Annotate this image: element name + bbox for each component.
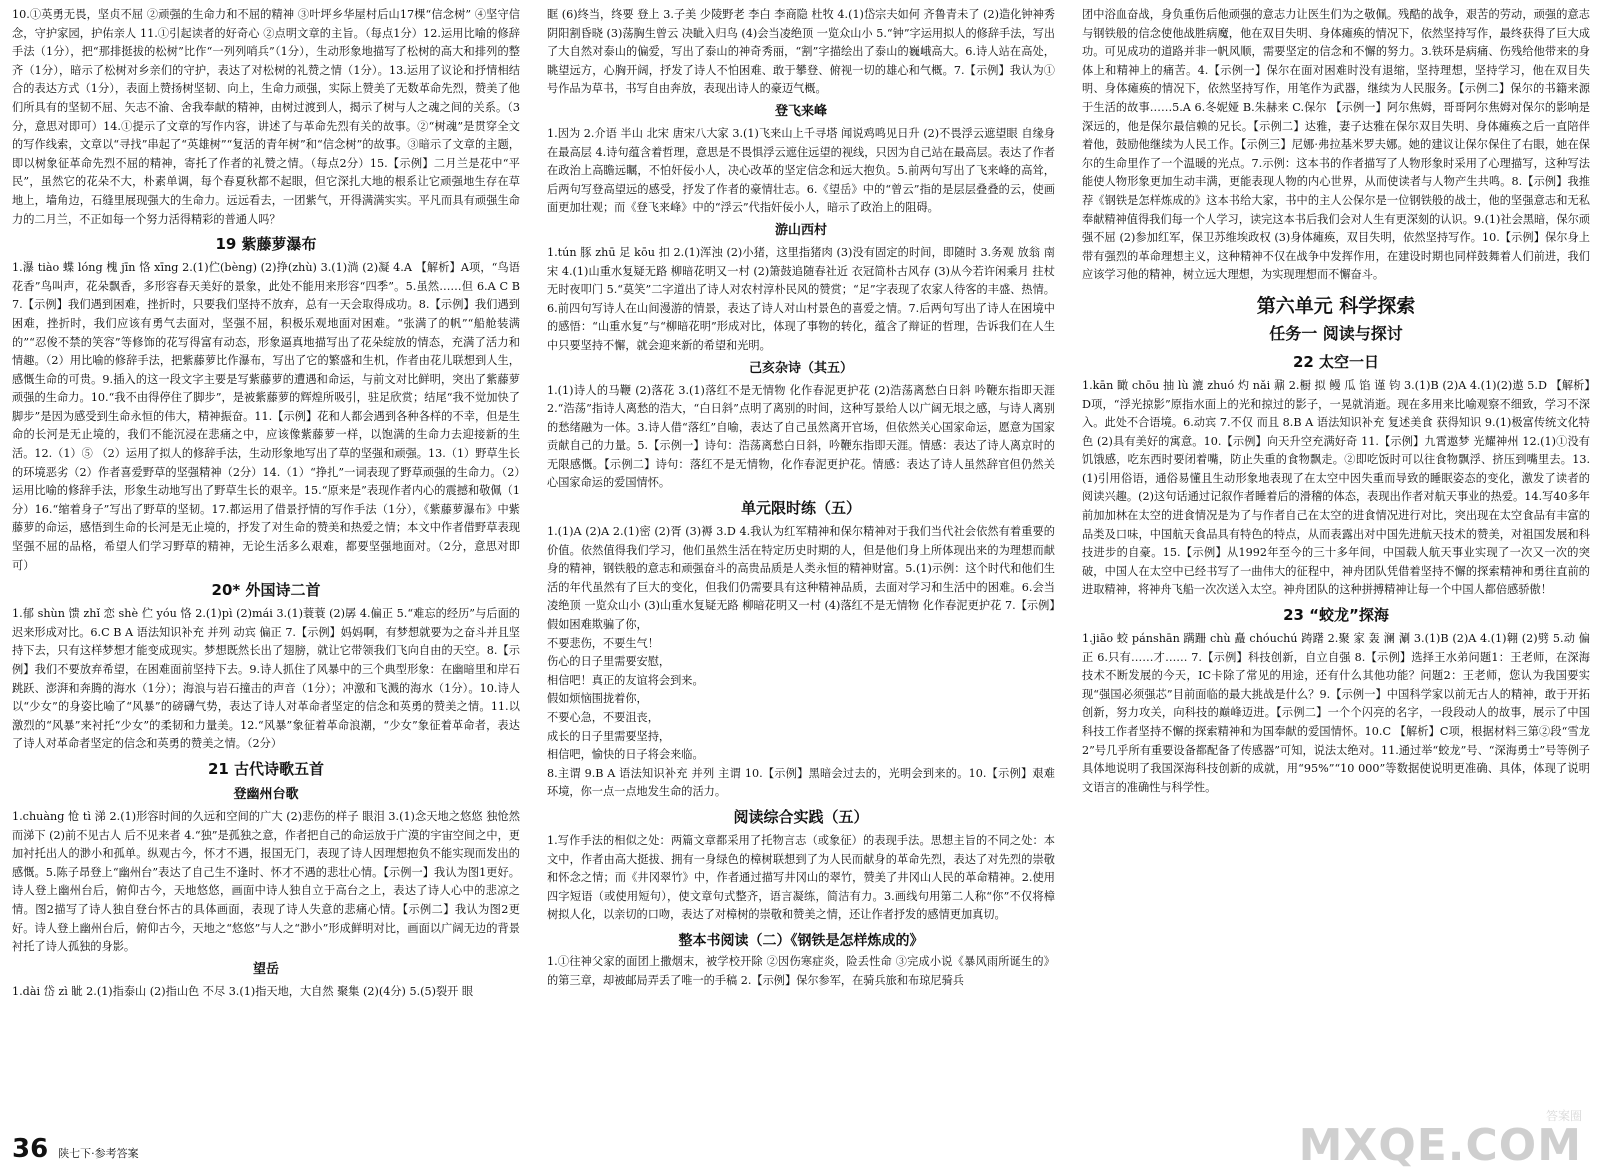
book-reading-heading: 整本书阅读（二）《钢铁是怎样炼成的》 xyxy=(678,932,924,949)
answer-text: 1.因为 2.介语 半山 北宋 唐宋八大家 3.(1)飞来山上千寻塔 闻说鸡鸣见日升 (2)不畏浮云遮望眼 自缘身在最高层 4.诗句蕴含着哲理，意思是不畏惧浮云遮住远望的视线，只因为自己站在最高层。表达了作者在政治上高瞻远瞩，不怕奸佞小人，决心改革的坚定信念和远大抱负。5.前两句写出了飞来峰的高耸，后两句写登高望远的感受，抒发了作者的豪情壮志。6.《望岳》中的“曾云”指的是层层叠叠的云，使画面更加壮观；而《登飞来峰》中的“浮云”代指奸佞小人，暗示了政治上的阻碍。 xyxy=(547,126,1055,215)
answer-text: 1.(1)A (2)A 2.(1)密 (2)胥 (3)褥 3.D 4.我认为红军精神和保尔精神对于我们当代社会依然有着重要的价值。依然值得我们学习，他们虽然生活在特定历史时期的人，但是他们身上所体现出来的为理想而献身的精神，钢铁般的意志和顽强奋斗的高贵品质是人类永恒的精神财富。5.(1)示例：这个时代和他们生活的年代虽然有了巨大的变化，但我们仍需要具有这种精神品质，去面对学习和生活中的困难。6.会当凌绝顶 一览众山小 (3)山重水复疑无路 柳暗花明又一村 (4)落红不是无情物 化作春泥更护花 7.【示例】假如困难欺骗了你， xyxy=(547,525,1055,632)
poem-line: 伤心的日子里需要安慰， xyxy=(547,655,671,669)
task-heading: 任务一 阅读与探讨 xyxy=(1269,323,1403,343)
answer-text: 1.郁 shùn 馈 zhǐ 恋 shè 伫 yóu 恪 2.(1)pì (2)mái 3.(1)蓑蓑 (2)孱 4.偏正 5.“难忘的经历”与后面的迟来形成对比。6.C B A 语法知识补充 并列 动宾 偏正 7.【示例】妈妈啊，有梦想就要为之奋斗并且坚持下去，只有这样梦想才能变成现实。梦想既然长出了翅膀，就让它带领我们飞向自由的天空。8.【示例】我们不要放弃希望，在困难面前坚持下去。9.诗人抓住了风暴中的三个典型形象：在幽暗里和岸石跳跃、澎湃和奔腾的海水（1分）；海浪与岩石撞击的声音（1分）；冲激和飞溅的海水（1分）。10.诗人以“少女”的身姿比喻了“风暴”的磅礴气势，表达了诗人对革命者坚定的信念和英勇的赞美之情。11.以激烈的“风暴”来衬托“少女”的柔韧和力量美。12.“风暴”象征着革命浪潮，“少女”象征着革命者，表达了诗人对革命者坚定的信念和英勇的赞美之情。（2分） xyxy=(12,607,520,751)
answer-text: 1.chuàng 怆 tì 涕 2.(1)形容时间的久远和空间的广大 (2)悲伤的样子 眼泪 3.(1)念天地之悠悠 独怆然而涕下 (2)前不见古人 后不见来者 4.“独”是孤独之意，作者把自己的命运放于广漠的宇宙空间之中，更加衬托出人的渺小和孤单。纵观古今，怀才不遇，报国无门，表现了诗人因理想抱负不能实现而发出的感慨。5.陈子昂登上“幽州台”表达了自己生不逢时、怀才不遇的悲壮心情。【示例一】我认为图1更好。诗人登上幽州台后，俯仰古今，天地悠悠，画面中诗人独自立于高台之上，表达了诗人心中的悲凉之情。图2描写了诗人独自登台怀古的具体画面，表现了诗人失意的悲痛心情。【示例二】我认为图2更好。诗人登上幽州台后，俯仰古今，天地之“悠悠”与人之“渺小”形成鲜明对比，画面以广阔无边的背景衬托了诗人孤独的身影。 xyxy=(12,809,520,954)
poem-heading: 登飞来峰 xyxy=(774,103,827,119)
poem-line: 不要心急，不要沮丧， xyxy=(547,711,659,724)
poem-heading: 游山西村 xyxy=(774,222,827,238)
section-heading: 单元限时练（五） xyxy=(740,499,861,518)
answer-text: 眶 (6)终当，终要 登上 3.子美 少陵野老 李白 李商隐 杜牧 4.(1)岱宗夫如何 齐鲁青未了 (2)造化钟神秀 阴阳割昏晓 (3)荡胸生曾云 决眦入归鸟 (4)会当凌绝顶 一览众山小 5.“钟”字运用拟人的修辞手法，写出了大自然对泰山的偏爱，写出了泰山的神奇秀丽，“割”字描绘出了泰山的巍峨高大。6.诗人站在高处，眺望远方，心胸开阔，抒发了诗人不怕困难、敢于攀登、俯视一切的雄心和气概。7.【示例】我认为①号作品为草书，书写自由奔放，表现出诗人的豪迈气概。 xyxy=(547,8,1055,96)
page-footer xyxy=(12,1134,139,1164)
section-heading: 22 太空一日 xyxy=(1292,352,1380,371)
answer-text: 1.(1)诗人的马鞭 (2)落花 3.(1)落红不是无情物 化作春泥更护花 (2)浩荡离愁白日斜 吟鞭东指即天涯 2.“浩荡”指诗人离愁的浩大，“白日斜”点明了离别的时间，这种写景给人以广阔无垠之感，与诗人离别的愁绪融为一体。3.诗人借“落红”自喻，表达了自己虽然离开官场，但依然关心国家命运，愿意为国家贡献自己的力量。5.【示例一】诗句：浩荡离愁白日斜，吟鞭东指即天涯。情感：表达了诗人离京时的无限感慨。【示例二】诗句：落红不是无情物，化作春泥更护花。情感：表达了诗人虽然辞官但仍然关心国家命运的爱国情怀。 xyxy=(547,383,1055,490)
column-left xyxy=(12,6,520,1136)
watermark-logo: MXQE.COM xyxy=(1298,1120,1582,1171)
section-heading: 21 古代诗歌五首 xyxy=(207,759,325,778)
poem-heading: 登幽州台歌 xyxy=(233,786,299,802)
section-heading: 23 “蛟龙”探海 xyxy=(1283,606,1389,625)
answer-text: 1.写作手法的相似之处：两篇文章都采用了托物言志（或象征）的表现手法。思想主旨的不同之处：本文中，作者由高大挺拔、拥有一身绿色的樟树联想到了为人民而献身的革命先烈，表达了对先烈的崇敬和怀念之情；而《井冈翠竹》中，作者通过描写井冈山的翠竹，赞美了井冈山人民的革命精神。2.使用四字短语（或使用短句），使文章句式整齐，语言凝练，简洁有力。3.画线句用第二人称“你”不仅将樟树拟人化，以亲切的口吻，表达了对樟树的崇敬和赞美之情，还让作者抒发的感情更加真切。 xyxy=(547,833,1055,922)
answer-text: 10.①英勇无畏，坚贞不屈 ②顽强的生命力和不屈的精神 ③叶坪乡华屋村后山17棵“信念树” ④坚守信念，守护家园，护佑亲人 11.①引起读者的好奇心 ②点明文章的主旨。（每点1分）12.运用比喻的修辞手法（1分），把“那排挺拔的松树”比作“一列列哨兵”（1分），生动形象地描写了松树的高大和排列的整齐（1分），暗示了松树对乡亲们的守护，表达了对松树的礼赞之情（1分）。13.运用了议论和抒情相结合的表达方式（1分），表面上赞扬树坚韧、向上，生命力顽强，实际上赞美了无数革命先烈，赞美了他们所具有的坚韧不屈、矢志不渝、舍我奉献的精神，由树过渡到人，揭示了树与人之魂之间的关系。（3分，意思对即可）14.①提示了文章的写作内容，讲述了与革命先烈有关的故事。②“树魂”是贯穿全文的写作线索，文章以“寻找”串起了“英雄树”“复活的青年树”和“信念树”的故事。③暗示了文章的主题，即以树象征革命先烈不屈的精神，寄托了作者的礼赞之情。（每点2分）15.【示例】二月兰是花中“平民”，虽然它的花朵不大，朴素单调，每个春夏秋都不起眼，但它深扎大地的根系让它顽强地生存在草地上，墙角边，石缝里展现强大的生命力。远远看去，一团紫气，开得满满实实。平凡而具有顽强生命力的二月兰，不正如每一个努力活得精彩的普通人吗？ xyxy=(12,8,520,226)
watermark xyxy=(1298,1107,1582,1171)
answer-text: 1.kān 瞰 chōu 抽 lù 漉 zhuó 灼 nǎi 鼐 2.橱 拟 鳗 瓜 馅 谨 钧 3.(1)B (2)A 4.(1)(2)遨 5.D 【解析】D项，“浮光掠影”原指水面上的光和掠过的影子，一晃就消逝。现在多用来比喻观察不细致，学习不深入。此处不合语境。6.动宾 7.不仅 而且 8.B A 语法知识补充 复述美食 获得知识 9.(1)极富传统文化特色 (2)具有美好的寓意。10.【示例】向天升空充满好奇 11.【示例】九霄遨梦 光耀神州 12.(1)①没有饥饿感，吃东西时要闭着嘴，防止失重的食物飘走。②即吃饭时可以往食物飘浮、挤压到嘴里去。13.(1)引用俗语，通俗易懂且生动形象地表现了在太空中因失重而导致的睡眠姿态的变化，激发了读者的阅读兴趣。(2)这句话通过记叙作者睡着后的滑稽的体态，表现出作者对航天事业的热爱。14.写40多年前加加林在太空的进食情况是为了与作者自己在太空的进食情况进行对比，突出现在太空食品有丰富的品类及口味，中国航天食品具有特色的特点，从而表露出对中国先进航天技术的赞美，对祖国发展和科技进步的自豪。15.【示例】从1992年至今的三十多年间，中国载人航天事业实现了一次又一次的突破，中国人在太空中已经书写了一曲伟大的征程中，神舟团队凭借着坚持不懈的探索精神和勇往直前的进取精神，将神舟飞船一次次送入太空。神舟团队的这种拼搏精神让每一个中国人都倍感骄傲！ xyxy=(1082,378,1590,597)
watermark-caption: 答案圈 xyxy=(1545,1109,1582,1123)
footer-tag: 陕七下·参考答案 xyxy=(58,1147,139,1160)
answer-text: 1.dài 岱 zì 眦 2.(1)指泰山 (2)指山色 不尽 3.(1)指天地，大自然 聚集 (2)(4分) 5.(5)裂开 眼 xyxy=(12,984,474,998)
unit-heading: 第六单元 科学探索 xyxy=(1256,294,1416,317)
column-middle xyxy=(547,6,1055,1136)
answer-text: 8.主谓 9.B A 语法知识补充 并列 主谓 10.【示例】黑暗会过去的，光明会到来的。10.【示例】艰难环境，你一点一点地发生命的活力。 xyxy=(547,766,1055,799)
poem-heading: 望岳 xyxy=(252,961,279,977)
poem-line: 成长的日子里需要坚持， xyxy=(547,729,671,743)
section-heading: 阅读综合实践（五） xyxy=(733,807,869,826)
poem-line: 不要悲伤，不要生气！ xyxy=(547,636,659,650)
answer-text: 1.瀑 tiào 蝶 lóng 槐 jīn 恪 xīng 2.(1)伫(bèng) (2)挣(zhù) 3.(1)淌 (2)凝 4.A 【解析】A项，“鸟语花香”鸟叫声，花朵飘香，多形容春天美好的景象，此处不能用来形容“四季”。5.虽然……但 6.A C B 7.【示例】我们遇到困难，挫折时，只要我们坚持不放弃，总有一天会取得成功。8.【示例】我们遇到困难，挫折时，我们应该有勇气去面对，坚强不屈，积极乐观地面对困难。“张满了的帆”“船舱装满的”“忍俊不禁的笑容”等修饰的花写得富有动态，形象逼真地描写出了花朵绽放的情态，充满了活力和情趣。（2）用比喻的修辞手法，把紫藤萝比作瀑布，写出了它的繁盛和生机，作者由花儿联想到人生，感慨生命的可贵。9.插入的这一段文字主要是写紫藤萝的遭遇和命运，与前文对比鲜明，突出了紫藤萝顽强的生命力。10.“我不由得停住了脚步”，是被紫藤萝的辉煌所吸引，驻足欣赏；结尾“我不觉加快了脚步”是因为感受到生命永恒的伟大，精神振奋。11.【示例】花和人都会遇到各种各样的不幸，但是生命的长河是无止境的，我们不能沉浸在悲痛之中，应该像紫藤萝一样，以饱满的生命力去迎接新的生活。12.（1）⑤ （2）运用了拟人的修辞手法，生动形象地写出了草的坚强和顽强。13.（1）野草生长的环境恶劣（2）作者喜爱野草的坚强精神（2分）14.（1）“挣扎”一词表现了野草顽强的生命力。（2）运用比喻的修辞手法，形象生动地写出了野草生长的艰辛。15.“原来是”表现作者内心的震撼和敬佩（1分）16.“缩着身子”写出了野草的坚韧。17.都运用了借景抒情的写作手法（1分），《紫藤萝瀑布》中紫藤萝的命运，感悟到生命的长河是无止境的，抒发了对生命的赞美和热爱之情；本文中作者借野草表现坚强不屈的品格，希望人们学习野草的精神，无论生活多么艰难，都要坚强地面对。（2分，意思对即可） xyxy=(12,261,520,572)
section-heading: 19 紫藤萝瀑布 xyxy=(215,235,317,254)
answer-text: 1.tún 豚 zhū 足 kōu 扣 2.(1)浑浊 (2)小猪，这里指猪肉 (3)没有固定的时间，即随时 3.务观 放翁 南宋 4.(1)山重水复疑无路 柳暗花明又一村 (2)箫鼓追随春社近 衣冠简朴古风存 (3)从今若许闲乘月 拄杖无时夜叩门 5.“莫笑”二字道出了诗人对农村淳朴民风的赞赏；“足”字表现了农家人待客的丰盛、热情。6.前四句写诗人在山间漫游的情景，表达了诗人对山村景色的喜爱之情。7.后两句写出了诗人在困境中的感悟：“山重水复”与“柳暗花明”形成对比，体现了事物的转化，蕴含了辩证的哲理，告诉我们在人生中只要坚持不懈，就会迎来新的希望和光明。 xyxy=(547,245,1055,352)
section-heading: 20* 外国诗二首 xyxy=(211,581,321,600)
answer-text: 团中浴血奋战，身负重伤后他顽强的意志力让医生们为之敬佩。残酷的战争，艰苦的劳动，顽强的意志与钢铁般的信念使他战胜病魔，他在双目失明、身体瘫痪的情况下，依然坚持写作，最终获得了巨大成功。可见成功的道路并非一帆风顺，需要坚定的信念和不懈的努力。3.铁环是病痛、伤残给他带来的身体上和精神上的痛苦。4.【示例一】保尔在面对困难时没有退缩，坚持理想，坚持学习，他在双目失明、身体瘫痪的情况下，依然坚持写作，用笔作为武器，继续为人民服务。【示例二】保尔的书籍来源于生活的故事……5.A 6.冬妮娅 B.朱赫来 C.保尔 【示例一】阿尔焦姆，哥哥阿尔焦姆对保尔的影响是深远的，他是保尔最信赖的兄长。【示例二】达雅，妻子达雅在保尔双目失明、身体瘫痪之后一直陪伴着他，鼓励他继续为人民工作。【示例三】尼娜·弗拉基米罗夫娜。她的建议让保尔保住了右眼，她在保尔的生命里作了一个温暖的光点。7.示例：这本书的作者描写了人物形象时采用了心理描写，这种写法能使人物形象更加生动丰满，更能表现人物的内心世界，从而使读者与人物产生共鸣。8.【示例】我推荐《钢铁是怎样炼成的》这本书给大家，书中的主人公保尔是一位钢铁般的战士，他的坚强意志和无私奉献精神值得我们每一个人学习，读完这本书后我们会对人生有更深刻的认识。9.(1)社会黑暗，保尔顽强不屈 (2)参加红军，保卫苏维埃政权 (3)身体瘫痪，双目失明，依然坚持写作。10.【示例】保尔身上带有强烈的革命理想主义，这种精神不仅在战争中发挥作用，在建设时期也同样鼓舞着人们前进，我们应该学习他的精神，树立远大理想，为实现理想而不懈奋斗。 xyxy=(1082,8,1590,282)
poem-line: 相信吧！真正的友谊将会到来。 xyxy=(547,673,704,687)
poem-heading: 己亥杂诗（其五） xyxy=(748,360,853,376)
poem-line: 假如烦恼围拢着你， xyxy=(547,692,648,706)
poem-lines xyxy=(547,635,1055,765)
column-right xyxy=(1082,6,1590,1136)
answer-text: 1.①往神父家的面团上撒烟末，被学校开除 ②因伤寒症炎，险丢性命 ③完成小说《暴风雨所诞生的》的第三章，却被邮局弄丢了唯一的手稿 2.【示例】保尔参军，在骑兵旅和布琼尼骑兵 xyxy=(547,954,1055,987)
page-number: 36 xyxy=(12,1134,49,1164)
answer-text: 1.jiāo 蛟 pánshān 蹒跚 chù 矗 chóuchú 踌躇 2.聚 家 轰 澜 涮 3.(1)B (2)A 4.(1)翱 (2)劈 5.动 偏正 6.只有……才…… 7.【示例】科技创新，自立自强 8.【示例】选择王水弟问题1：王老师，在深海技术不断发展的今天，IC卡除了常见的用途，还有什么其他功能？问题2：王老师，您认为我国要实现“强国必须强芯”目前面临的最大挑战是什么？9.【示例一】中国科学家以前无古人的精神，敢于开拓创新，努力攻关，向科技的巅峰迈进。【示例二】一个个闪亮的名字，一段段动人的故事，展示了中国科技工作者坚持不懈的探索精神和为国奉献的爱国情怀。10.C 【解析】C项，根据材料三第②段“雪龙2”号几乎所有重要设备都配备了传感器”可知，说法太绝对。11.通过举“蛟龙”号、“深海勇士”号等例子具体地说明了我国深海科技创新的成就，用“95%”“10 000”等数据使说明更准确、具体，体现了说明文语言的准确性与科学性。 xyxy=(1082,632,1590,794)
poem-line: 相信吧，愉快的日子将会来临。 xyxy=(547,748,704,762)
